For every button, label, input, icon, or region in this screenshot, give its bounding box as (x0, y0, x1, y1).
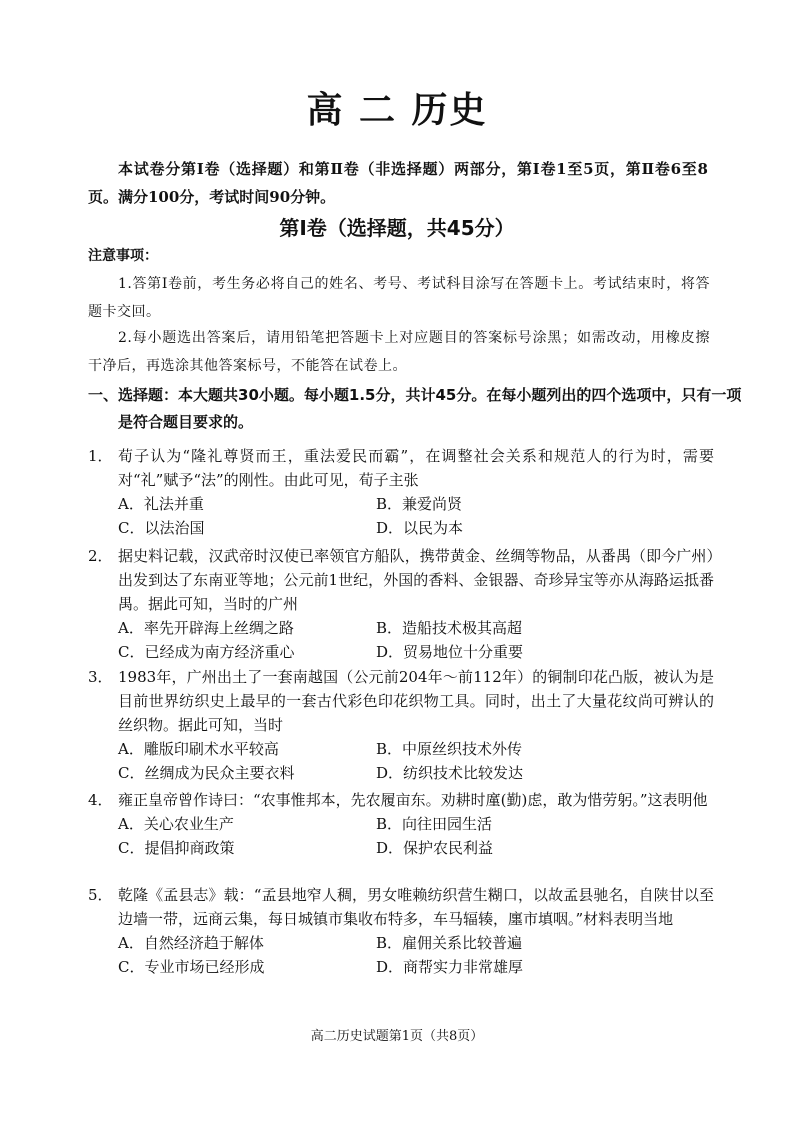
question-text: 乾隆《孟县志》载：“孟县地窄人稠，男女唯赖纺织营生糊口，以故孟县驰名，自陕甘以至边墙一带，远商云集，每日城镇市集收布特多，车马辐辏，廛市填咽。”材料表明当地 (118, 886, 714, 928)
question-number: 1． (88, 447, 113, 465)
option-b: B．造船技术极其高超 (376, 619, 523, 637)
part-heading: 一、选择题：本大题共30小题。每小题1.5分，共计45分。在每小题列出的四个选项中，只有一项是符合题目要求的。 (88, 386, 742, 431)
question-2 (88, 544, 714, 664)
option-b: B．兼爱尚贤 (376, 495, 463, 513)
option-d: D．贸易地位十分重要 (376, 643, 524, 661)
option-a: A．礼法并重 (118, 495, 204, 513)
option-a: A．自然经济趋于解体 (118, 934, 264, 952)
option-d: D．保护农民利益 (376, 839, 494, 857)
question-stem (88, 444, 714, 492)
question-stem (88, 883, 714, 931)
option-a: A．关心农业生产 (118, 815, 234, 833)
option-d: D．以民为本 (376, 519, 464, 537)
option-c: C．提倡抑商政策 (118, 839, 235, 857)
question-1 (88, 444, 714, 540)
question-stem (88, 544, 714, 616)
option-b: B．中原丝织技术外传 (376, 740, 523, 758)
options (118, 616, 714, 664)
question-4 (88, 788, 714, 860)
question-number: 5． (88, 886, 113, 904)
option-a: A．雕版印刷术水平较高 (118, 740, 279, 758)
question-text: 雍正皇帝曾作诗曰：“农事惟邦本，先农履亩东。劝耕时廑(勤)虑，敢为惜劳躬。”这表明他 (118, 791, 708, 809)
question-stem (88, 665, 714, 737)
option-b: B．雇佣关系比较普遍 (376, 934, 523, 952)
question-text: 1983年，广州出土了一套南越国（公元前204年～前112年）的铜制印花凸版，被认为是目前世界纺织史上最早的一套古代彩色印花织物工具。同时，出土了大量花纹尚可辨认的丝织物。据此可知，当时 (118, 668, 714, 734)
option-d: D．纺织技术比较发达 (376, 764, 524, 782)
option-b: B．向往田园生活 (376, 815, 493, 833)
page-title: 高 二 历史 (306, 89, 488, 131)
question-number: 2． (88, 547, 113, 565)
option-c: C．已经成为南方经济重心 (118, 643, 295, 661)
options (118, 492, 714, 540)
notes-heading: 注意事项： (88, 248, 158, 264)
option-a: A．率先开辟海上丝绸之路 (118, 619, 294, 637)
option-d: D．商帮实力非常雄厚 (376, 958, 524, 976)
question-3 (88, 665, 714, 785)
question-text: 荀子认为“隆礼尊贤而王，重法爱民而霸”，在调整社会关系和规范人的行为时，需要对“礼”赋予“法”的刚性。由此可见，荀子主张 (118, 447, 714, 489)
options (118, 812, 714, 860)
option-c: C．专业市场已经形成 (118, 958, 265, 976)
options (118, 737, 714, 785)
question-text: 据史料记载，汉武帝时汉使已率领官方船队，携带黄金、丝绸等物品，从番禺（即今广州）出发到达了东南亚等地；公元前1世纪，外国的香料、金银器、奇珍异宝等亦从海路运抵番禺。据此可知，当时的广州 (118, 547, 714, 613)
option-c: C．以法治国 (118, 519, 205, 537)
exam-instructions: 本试卷分第Ⅰ卷（选择题）和第Ⅱ卷（非选择题）两部分，第Ⅰ卷1至5页，第Ⅱ卷6至8页。满分100分，考试时间90分钟。 (88, 160, 708, 206)
note-item-1: 1.答第Ⅰ卷前，考生务必将自己的姓名、考号、考试科目涂写在答题卡上。考试结束时，将答题卡交回。 (88, 276, 710, 320)
question-stem (88, 788, 714, 812)
options (118, 931, 714, 979)
note-item-2: 2.每小题选出答案后，请用铅笔把答题卡上对应题目的答案标号涂黑；如需改动，用橡皮擦干净后，再选涂其他答案标号，不能答在试卷上。 (88, 330, 710, 374)
section-title: 第Ⅰ卷（选择题，共45分） (279, 216, 515, 240)
option-c: C．丝绸成为民众主要衣料 (118, 764, 295, 782)
question-5 (88, 883, 714, 979)
question-number: 3． (88, 668, 113, 686)
page-footer: 高二历史试题第1页（共8页） (310, 1029, 484, 1044)
question-number: 4． (88, 791, 113, 809)
